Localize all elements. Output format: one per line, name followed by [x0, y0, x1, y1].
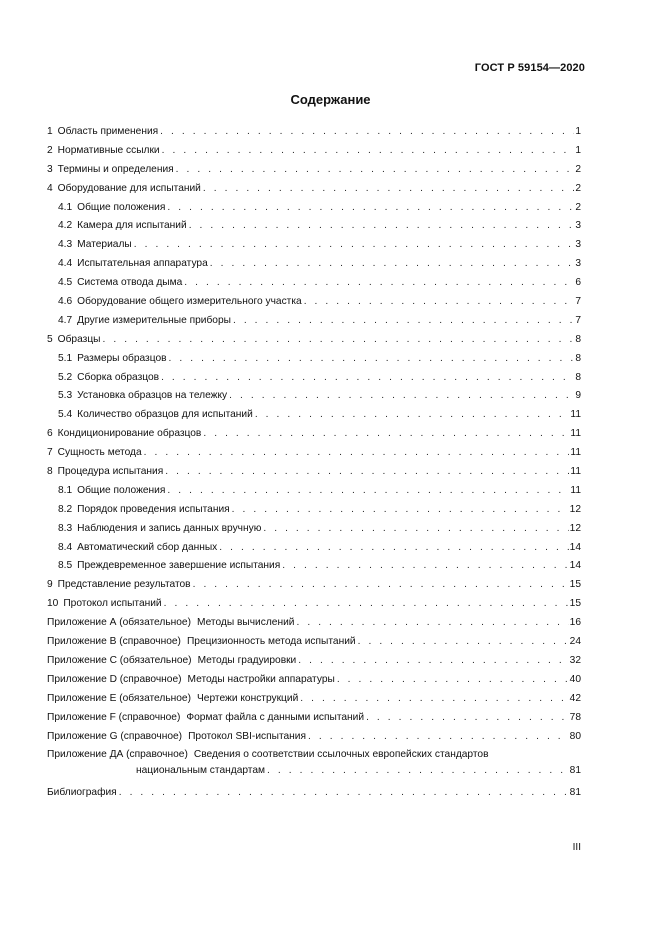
toc-appendix-entry[interactable] [47, 615, 581, 634]
toc-entry-number: 5 [47, 333, 53, 345]
toc-entry-title: Кондиционирование образцов [57, 428, 202, 440]
toc-entry-page: 2 [575, 182, 581, 194]
toc-entry-page: 40 [569, 673, 581, 685]
toc-entry-page: 14 [569, 560, 581, 572]
toc-subentry[interactable] [47, 256, 581, 275]
toc-entry-title: Образцы [57, 333, 101, 345]
toc-subentry[interactable] [47, 483, 581, 502]
toc-appendix-entry[interactable] [47, 672, 581, 691]
toc-entry-number: 4.6 [58, 296, 73, 308]
toc-entry-page: 8 [575, 352, 581, 364]
leader-dots [193, 577, 569, 593]
toc-appendix-entry[interactable] [47, 747, 581, 785]
toc-entry-page: 7 [575, 296, 581, 308]
toc-entry-page: 15 [569, 598, 581, 610]
toc-subentry[interactable] [47, 370, 581, 389]
appendix-title: Чертежи конструкций [197, 692, 299, 704]
toc-entry-page: 11 [570, 447, 581, 459]
toc-title: Содержание [290, 92, 371, 107]
toc-entry-page: 11 [570, 484, 581, 496]
leader-dots [337, 672, 569, 688]
toc-entry-number: 4.1 [58, 201, 73, 213]
leader-dots [296, 615, 568, 631]
appendix-title: Методы вычислений [197, 617, 295, 629]
toc-subentry[interactable] [47, 200, 581, 219]
toc-entry-page: 81 [569, 787, 581, 799]
bibliography-title: Библиография [47, 787, 117, 799]
toc-entry-number: 4.7 [58, 314, 73, 326]
toc-entry-title: Представление результатов [57, 579, 191, 591]
toc-entry-number: 8.4 [58, 541, 73, 553]
appendix-title: Прецизионность метода испытаний [186, 636, 356, 648]
toc-entry-title: Установка образцов на тележку [77, 390, 228, 402]
toc-entry-title: Оборудование общего измерительного участка [77, 296, 302, 308]
toc-entry-page: 24 [569, 636, 581, 648]
toc-entry-page: 2 [575, 201, 581, 213]
toc-subentry[interactable] [47, 351, 581, 370]
leader-dots [219, 540, 568, 556]
leader-dots [282, 558, 568, 574]
toc-entry-number: 8.3 [58, 522, 73, 534]
toc-entry-page: 12 [569, 522, 581, 534]
toc-subentry[interactable] [47, 521, 581, 540]
leader-dots [366, 710, 569, 726]
leader-dots [164, 596, 569, 612]
toc-entry-number: 1 [47, 126, 53, 137]
leader-dots [267, 763, 569, 779]
toc-entry-number: 6 [47, 428, 53, 440]
toc-entry-page: 3 [575, 239, 581, 251]
leader-dots [233, 313, 574, 329]
toc-entry-number: 8 [47, 466, 53, 478]
toc-entry-page: 14 [569, 541, 581, 553]
toc-appendix-entry[interactable] [47, 653, 581, 672]
toc-entry-number: 2 [47, 144, 53, 156]
leader-dots [298, 653, 568, 669]
toc-entry-title: Испытательная аппаратура [77, 258, 208, 270]
toc-entry-page: 1 [575, 126, 581, 137]
toc-entry[interactable] [47, 143, 581, 162]
toc-entry-title: Общие положения [77, 201, 166, 213]
toc-entry-title: Протокол испытаний [63, 598, 162, 610]
toc-entry-number: 3 [47, 163, 53, 175]
toc-entry-number: 4.5 [58, 277, 73, 289]
page-number: III [572, 842, 581, 853]
toc-entry-page: 1 [575, 144, 581, 156]
toc-entry-page: 42 [569, 692, 581, 704]
leader-dots [176, 162, 575, 178]
toc-entry-page: 80 [569, 730, 581, 742]
toc-entry-title: Оборудование для испытаний [57, 182, 201, 194]
toc-entry-page: 3 [575, 258, 581, 270]
toc-entry[interactable] [47, 464, 581, 483]
leader-dots [119, 785, 569, 801]
toc-entry[interactable] [47, 577, 581, 596]
toc-subentry[interactable] [47, 388, 581, 407]
toc-entry-title: Другие измерительные приборы [77, 314, 231, 326]
appendix-prefix: Приложение G (справочное) [47, 730, 183, 742]
leader-dots [189, 218, 575, 234]
toc-entry[interactable] [47, 426, 581, 445]
toc-entry-page: 81 [569, 765, 581, 777]
document-code: ГОСТ Р 59154—2020 [474, 62, 585, 74]
leader-dots [263, 521, 568, 537]
toc-entry[interactable] [47, 332, 581, 351]
toc-entry-page: 32 [569, 654, 581, 666]
leader-dots [308, 729, 569, 745]
toc-entry-number: 5.1 [58, 352, 73, 364]
toc-appendix-entry[interactable] [47, 634, 581, 653]
toc-entry[interactable] [47, 596, 581, 615]
toc-entry-number: 4 [47, 182, 53, 194]
appendix-prefix: Приложение А (обязательное) [47, 617, 191, 629]
toc-entry-page: 12 [569, 503, 581, 515]
toc-entry[interactable] [47, 181, 581, 200]
toc-subentry[interactable] [47, 407, 581, 426]
leader-dots [102, 332, 574, 348]
toc-entry-title: Сборка образцов [77, 371, 160, 383]
leader-dots [255, 407, 570, 423]
leader-dots [144, 445, 570, 461]
toc-subentry[interactable] [47, 218, 581, 237]
toc-entry-page: 3 [575, 220, 581, 232]
toc-subentry[interactable] [47, 275, 581, 294]
toc-entry-number: 4.3 [58, 239, 73, 251]
leader-dots [167, 200, 574, 216]
toc-entry-title: Наблюдения и запись данных вручную [77, 522, 262, 534]
toc-entry-title: Размеры образцов [77, 352, 167, 364]
toc-entry-title: Нормативные ссылки [57, 144, 160, 156]
toc-entry-number: 8.5 [58, 560, 73, 572]
leader-dots [184, 275, 574, 291]
appendix-title-continuation: национальным стандартам [136, 765, 266, 777]
leader-dots [160, 124, 574, 140]
toc-entry-number: 5.3 [58, 390, 73, 402]
appendix-title: Методы настройки аппаратуры [187, 673, 335, 685]
toc-entry-title: Материалы [77, 239, 132, 251]
appendix-prefix: Приложение С (обязательное) [47, 654, 192, 666]
toc-entry-title: Термины и определения [57, 163, 174, 175]
toc-entry-title: Система отвода дыма [77, 277, 183, 289]
toc-entry-title: Процедура испытания [57, 466, 164, 478]
toc-entry-title: Область применения [57, 126, 159, 137]
appendix-title: Методы градуировки [197, 654, 297, 666]
leader-dots [300, 691, 568, 707]
leader-dots [161, 370, 574, 386]
toc-appendix-entry[interactable] [47, 710, 581, 729]
toc-appendix-entry[interactable] [47, 691, 581, 710]
appendix-prefix: Приложение D (справочное) [47, 673, 182, 685]
toc-entry-title: Автоматический сбор данных [77, 541, 218, 553]
leader-dots [210, 256, 575, 272]
appendix-title: Сведения о соответствии ссылочных европейских стандартов [193, 749, 489, 761]
toc-entry-page: 15 [569, 579, 581, 591]
appendix-prefix: Приложение ДА (справочное) [47, 749, 188, 761]
toc-bibliography-entry[interactable] [47, 785, 581, 804]
toc-entry-title: Сущность метода [57, 447, 142, 459]
leader-dots [203, 181, 574, 197]
leader-dots [167, 483, 569, 499]
leader-dots [203, 426, 569, 442]
toc-entry[interactable] [47, 124, 581, 143]
toc-entry-page: 78 [569, 711, 581, 723]
toc-entry[interactable] [47, 162, 581, 181]
appendix-title: Протокол SBI-испытания [188, 730, 306, 742]
leader-dots [134, 237, 575, 253]
toc-entry-number: 7 [47, 447, 53, 459]
toc-entry-number: 5.2 [58, 371, 73, 383]
toc-entry-page: 11 [570, 466, 581, 478]
toc-subentry[interactable] [47, 558, 581, 577]
toc-entry-number: 4.4 [58, 258, 73, 270]
toc-entry-number: 5.4 [58, 409, 73, 421]
toc-entry-page: 8 [575, 333, 581, 345]
toc-entry-title: Общие положения [77, 484, 166, 496]
toc-entry-number: 8.2 [58, 503, 73, 515]
leader-dots [232, 502, 569, 518]
leader-dots [229, 388, 574, 404]
toc-subentry[interactable] [47, 294, 581, 313]
leader-dots [358, 634, 569, 650]
table-of-contents [47, 124, 581, 804]
toc-entry-title: Количество образцов для испытаний [77, 409, 253, 421]
toc-entry-page: 11 [570, 409, 581, 421]
toc-entry-page: 7 [575, 314, 581, 326]
toc-subentry[interactable] [47, 540, 581, 559]
appendix-prefix: Приложение Е (обязательное) [47, 692, 191, 704]
toc-entry-page: 6 [575, 277, 581, 289]
toc-entry-title: Преждевременное завершение испытания [77, 560, 281, 572]
toc-entry-page: 16 [569, 617, 581, 629]
leader-dots [169, 351, 575, 367]
toc-subentry[interactable] [47, 237, 581, 256]
toc-entry-title: Порядок проведения испытания [77, 503, 230, 515]
appendix-prefix: Приложение F (справочное) [47, 711, 181, 723]
toc-entry[interactable] [47, 445, 581, 464]
appendix-title: Формат файла с данными испытаний [186, 711, 365, 723]
toc-appendix-entry[interactable] [47, 729, 581, 748]
toc-entry-page: 2 [575, 163, 581, 175]
toc-entry-number: 8.1 [58, 484, 73, 496]
toc-entry-number: 9 [47, 579, 53, 591]
leader-dots [162, 143, 575, 159]
leader-dots [304, 294, 575, 310]
toc-entry-number: 10 [47, 598, 59, 610]
toc-subentry[interactable] [47, 502, 581, 521]
toc-entry-number: 4.2 [58, 220, 73, 232]
toc-subentry[interactable] [47, 313, 581, 332]
toc-entry-page: 8 [575, 371, 581, 383]
toc-entry-page: 9 [575, 390, 581, 402]
toc-entry-page: 11 [570, 428, 581, 440]
leader-dots [165, 464, 569, 480]
appendix-prefix: Приложение В (справочное) [47, 636, 181, 648]
toc-entry-title: Камера для испытаний [77, 220, 187, 232]
